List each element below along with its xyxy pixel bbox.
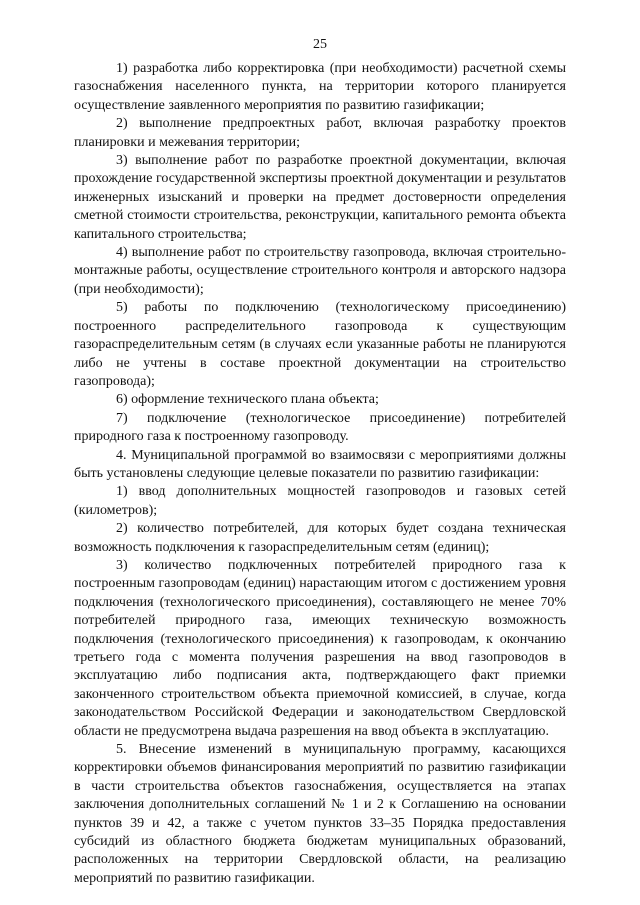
paragraph-item-6: 6) оформление технического плана объекта; — [116, 392, 379, 408]
paragraph-item-5: 5) работы по подключению (технологическому присоединению) построенного распределительного газопровода к существующим газораспределительным сетям (в случаях если указанные работы не планируются либо не учтены в составе проектной документации на строительство газопровода); — [74, 300, 566, 389]
paragraph-item-4: 4) выполнение работ по строительству газопровода, включая строительно-монтажные работы, осуществление строительного контроля и авторского надзора (при необходимости); — [74, 245, 566, 297]
indicator-item-3: 3) количество подключенных потребителей природного газа к построенным газопроводам (единиц) нарастающим итогом с достижением уровня подключения (технологического присоединения), составляющего не менее 70% потребителей природного газа, имеющих техническую возможность подключения (технологического присоединения) к газопроводам, к окончанию третьего года с момента получения разрешения на ввод газопроводов в эксплуатацию либо подписания акта, подтверждающего факт приемки законченного строительством объекта приемочной комиссией, в случае, когда законодательством Российской Федерации и законодательством Свердловской области не предусмотрена выдача разрешения на ввод объекта в эксплуатацию. — [74, 557, 566, 739]
indicator-item-1: 1) ввод дополнительных мощностей газопроводов и газовых сетей (километров); — [74, 484, 566, 518]
indicator-item-2: 2) количество потребителей, для которых будет создана техническая возможность подключения к газораспределительным сетям (единиц); — [74, 521, 566, 555]
paragraph-item-1: 1) разработка либо корректировка (при необходимости) расчетной схемы газоснабжения населенного пункта, на территории которого планируется осуществление заявленного мероприятия по развитию газификации; — [74, 61, 566, 113]
paragraph-item-7: 7) подключение (технологическое присоединение) потребителей природного газа к построенному газопроводу. — [74, 410, 566, 445]
page-number: 25 — [313, 37, 327, 52]
paragraph-item-2: 2) выполнение предпроектных работ, включая разработку проектов планировки и межевания территории; — [74, 116, 566, 150]
section-4-intro: 4. Муниципальной программой во взаимосвязи с мероприятиями должны быть установлены следующие целевые показатели по развитию газификации: — [74, 447, 566, 481]
section-5-paragraph: 5. Внесение изменений в муниципальную программу, касающихся корректировки объемов финансирования мероприятий по развитию газификации в части строительства объектов газоснабжения, осуществляется на этапах заключения дополнительных соглашений № 1 и 2 к Соглашению на основании пунктов 39 и 42, а также с учетом пунктов 33–35 Порядка предоставления субсидий из областного бюджета бюджетам муниципальных образований, расположенных на территории Свердловской области, на реализацию мероприятий по развитию газификации. — [74, 742, 566, 886]
document-body — [74, 60, 566, 888]
paragraph-item-3: 3) выполнение работ по разработке проектной документации, включая прохождение государственной экспертизы проектной документации и результатов инженерных изысканий и проверки на предмет достоверности определения сметной стоимости строительства, реконструкции, капитального ремонта объекта капитального строительства; — [74, 153, 566, 242]
